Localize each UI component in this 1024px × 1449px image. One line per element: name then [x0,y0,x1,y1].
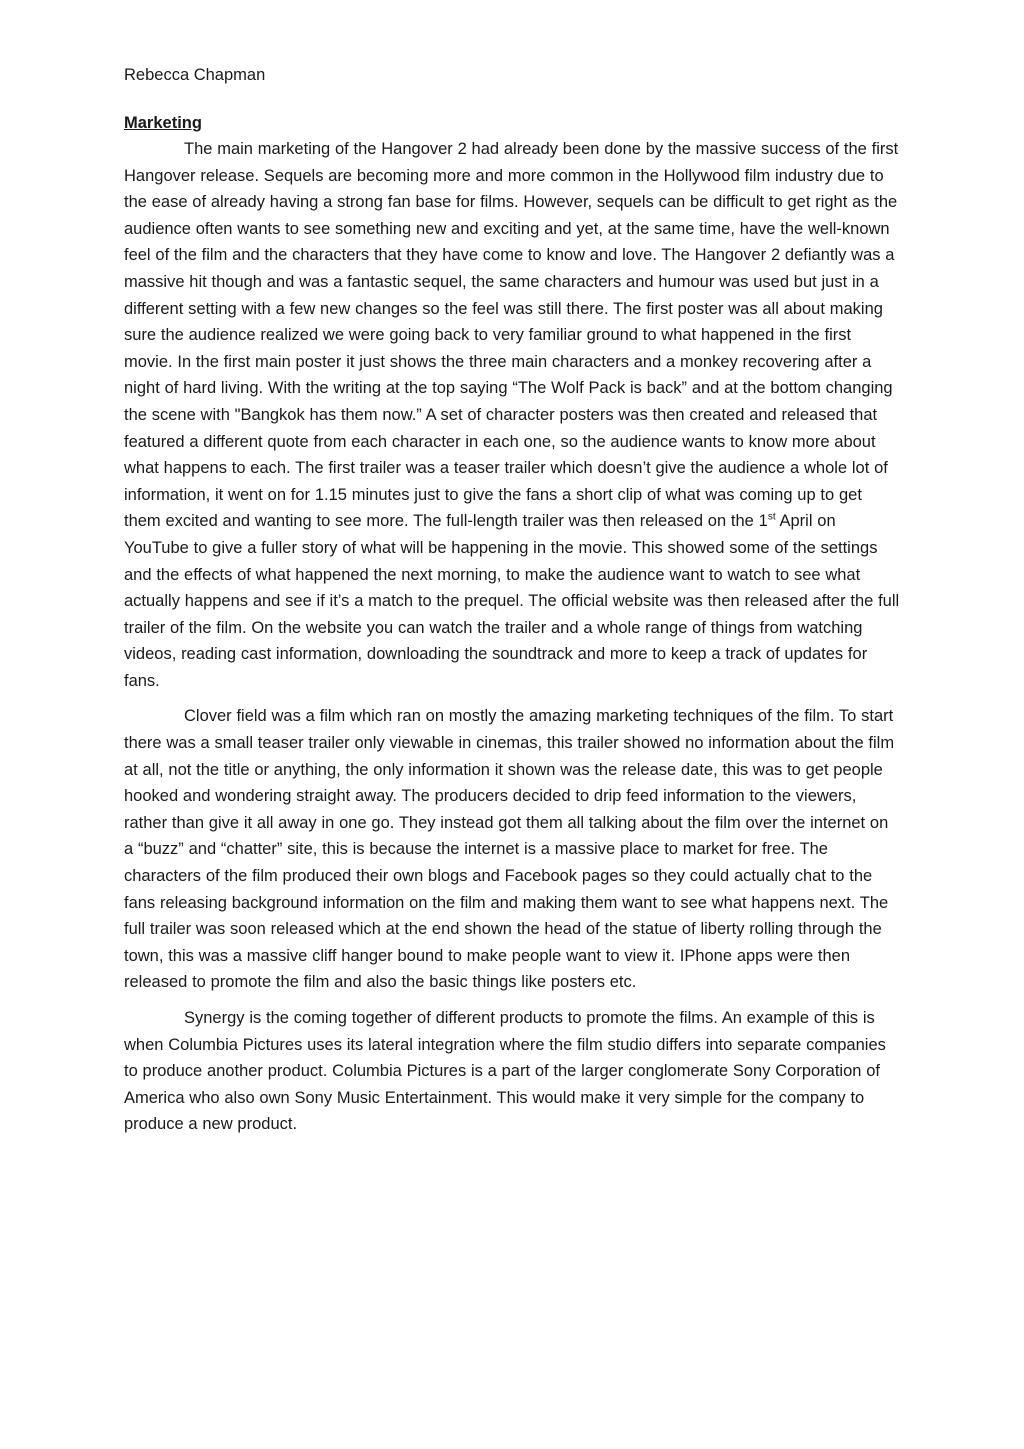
paragraph-hangover [124,136,900,694]
document-page [124,62,900,1138]
ordinal-suffix: st [767,511,776,523]
section-heading: Marketing [124,114,202,132]
paragraph-synergy: Synergy is the coming together of different products to promote the films. An example of this is when Columbia Pictures uses its lateral integration where the film studio differs into separate companies to produce another product. Columbia Pictures is a part of the larger conglomerate Sony Corporation of America who also own Sony Music Entertainment. This would make it very simple for the company to produce a new product. [124,1009,886,1134]
author-name: Rebecca Chapman [124,66,266,84]
paragraph-text: April on YouTube to give a fuller story of what will be happening in the movie. This showed some of the settings and the effects of what happened the next morning, to make the audience want to watch to see what actually happens and see if it’s a match to the prequel. The official website was then released after the full trailer of the film. On the website you can watch the trailer and a whole range of things from watching videos, reading cast information, downloading the soundtrack and more to keep a track of updates for fans. [124,512,900,690]
paragraph-text: The main marketing of the Hangover 2 had already been done by the massive success of the first Hangover release. Sequels are becoming more and more common in the Hollywood film industry due to the ease of already having a strong fan base for films. However, sequels can be difficult to get right as the audience often wants to see something new and exciting and yet, at the same time, have the well-known feel of the film and the characters that they have come to know and love. The Hangover 2 defiantly was a massive hit though and was a fantastic sequel, the same characters and humour was used but just in a different setting with a few new changes so the feel was still there. The first poster was all about making sure the audience realized we were going back to very familiar ground to what happened in the first movie. In the first main poster it just shows the three main characters and a monkey recovering after a night of hard living. With the writing at the top saying “The Wolf Pack is back” and at the bottom changing the scene with "Bangkok has them now.” A set of character posters was then created and released that featured a different quote from each character in each one, so the audience wants to know more about what happens to each. The first trailer was a teaser trailer which doesn’t give the audience a whole lot of information, it went on for 1.15 minutes just to give the fans a short clip of what was coming up to get them excited and wanting to see more. The full-length trailer was then released on the 1 [124,140,899,531]
paragraph-cloverfield: Clover field was a film which ran on mostly the amazing marketing techniques of the film. To start there was a small teaser trailer only viewable in cinemas, this trailer showed no information about the film at all, not the title or anything, the only information it shown was the release date, this was to get people hooked and wondering straight away. The producers decided to drip feed information to the viewers, rather than give it all away in one go. They instead got them all talking about the film over the internet on a “buzz” and “chatter” site, this is because the internet is a massive place to market for free. The characters of the film produced their own blogs and Facebook pages so they could actually chat to the fans releasing background information on the film and making them want to see what happens next. The full trailer was soon released which at the end shown the head of the statue of liberty rolling through the town, this was a massive cliff hanger bound to make people want to view it. IPhone apps were then released to promote the film and also the basic things like posters etc. [124,707,895,992]
